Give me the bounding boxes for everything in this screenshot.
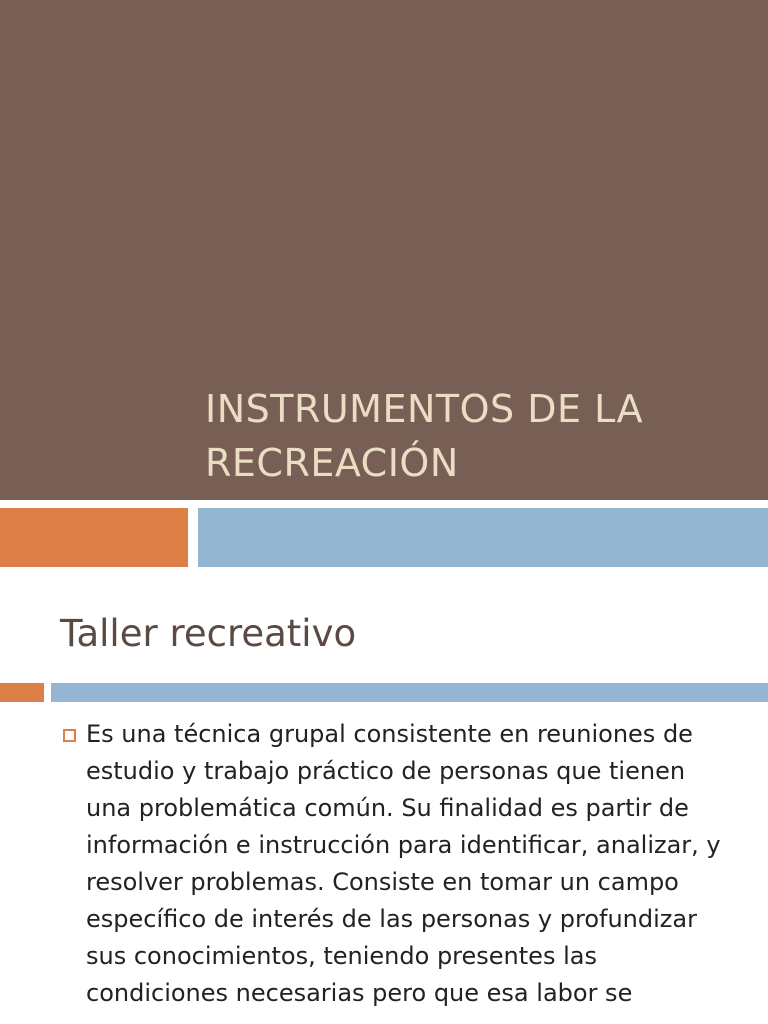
square-bullet-icon [63,729,76,742]
section-heading: Taller recreativo [60,612,357,655]
slide-title: INSTRUMENTOS DE LA RECREACIÓN [205,387,644,485]
bullet-list [0,716,768,1012]
title-slide-background [0,0,768,500]
list-item [0,716,768,1012]
bullet-text: Es una técnica grupal consistente en reuniones de estudio y trabajo práctico de personas que tienen una problemática común. Su finalidad es partir de información e instrucción para identificar, analizar, y resolver problemas. Consiste en tomar un campo específico de interés de las personas y profundizar sus conocimientos, teniendo presentes las condiciones necesarias pero que esa labor se [86,720,721,1007]
heading-accent-bar-blue [51,683,768,702]
heading-accent-bar-orange [0,683,44,702]
accent-bar-orange [0,508,188,567]
accent-bar-blue [198,508,768,567]
